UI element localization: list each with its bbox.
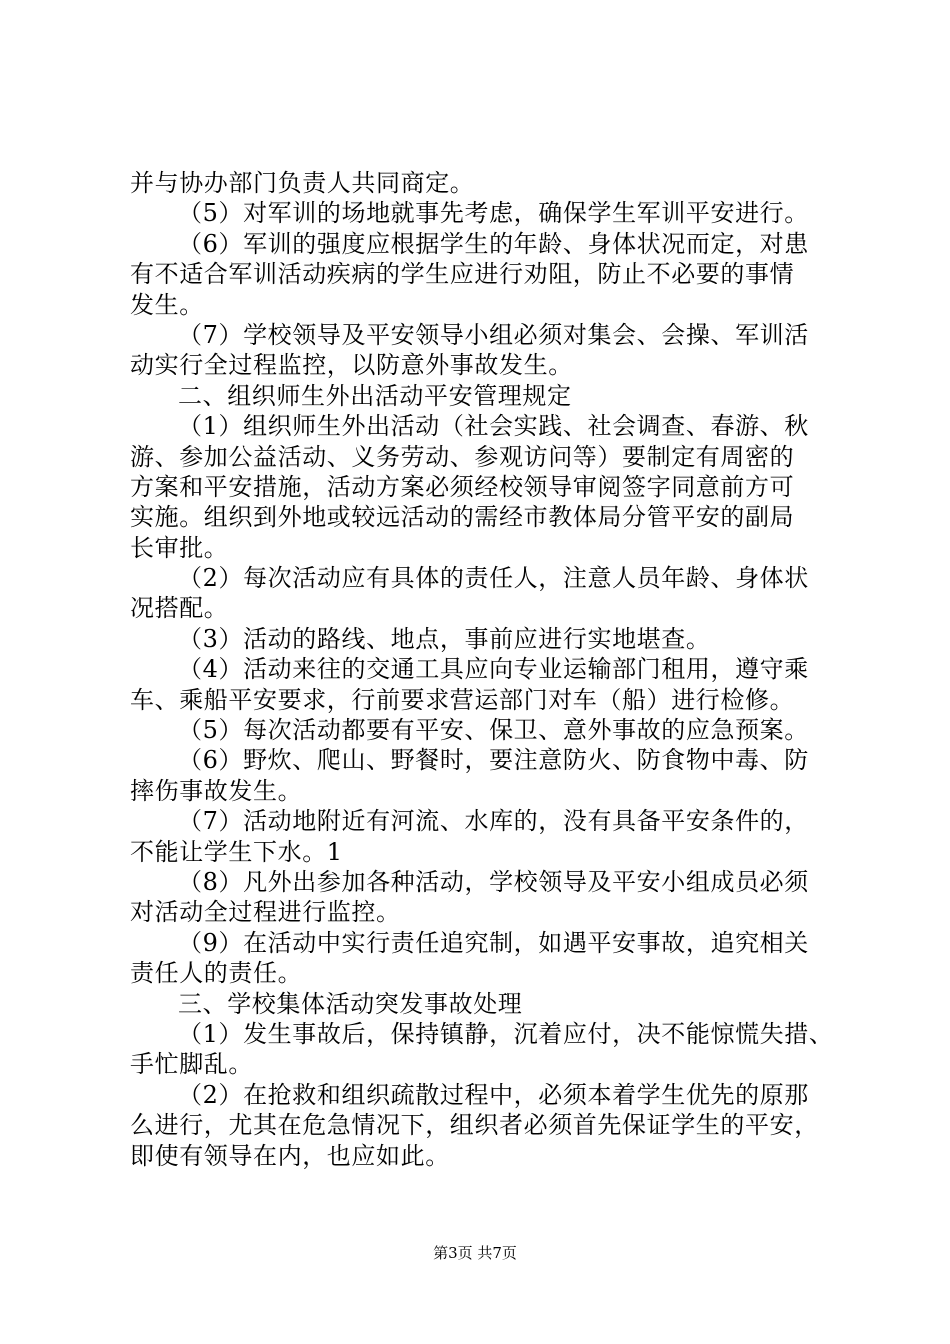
text-line: 三、学校集体活动突发事故处理 [178, 989, 523, 1018]
text-line: 游、参加公益活动、义务劳动、参观访问等）要制定有周密的 [130, 442, 795, 471]
text-line: （1）组织师生外出活动（社会实践、社会调查、春游、秋 [178, 412, 809, 441]
text-line: 二、组织师生外出活动平安管理规定 [178, 381, 572, 410]
text-line: 并与协办部门负责人共同商定。 [130, 169, 475, 197]
text-line: 对活动全过程进行监控。 [130, 898, 401, 927]
text-line: （5）每次活动都要有平安、保卫、意外事故的应急预案。 [178, 716, 809, 745]
text-line: 责任人的责任。 [130, 959, 303, 988]
text-line: （2）在抢救和组织疏散过程中，必须本着学生优先的原那 [178, 1080, 809, 1109]
text-line: 摔伤事故发生。 [130, 776, 303, 805]
text-line: 么进行，尤其在危急情况下，组织者必须首先保证学生的平安， [130, 1111, 819, 1140]
text-line: （9）在活动中实行责任追究制，如遇平安事故，追究相关 [178, 928, 809, 957]
text-line: 况搭配。 [130, 594, 229, 623]
document-body [130, 168, 834, 1171]
text-line: （3）活动的路线、地点，事前应进行实地堪查。 [178, 624, 711, 653]
text-line: （7）学校领导及平安领导小组必须对集会、会操、军训活 [178, 320, 809, 349]
text-line: （6）军训的强度应根据学生的年龄、身体状况而定，对患 [178, 229, 809, 258]
text-line: （5）对军训的场地就事先考虑，确保学生军训平安进行。 [178, 199, 809, 228]
text-line: （7）活动地附近有河流、水库的，没有具备平安条件的， [178, 807, 809, 836]
text-line: （1）发生事故后，保持镇静，沉着应付，决不能惊慌失措、 [178, 1019, 834, 1048]
text-line: （8）凡外出参加各种活动，学校领导及平安小组成员必须 [178, 867, 809, 896]
text-line: 方案和平安措施，活动方案必须经校领导审阅签字同意前方可 [130, 472, 795, 501]
text-line: 动实行全过程监控，以防意外事故发生。 [130, 351, 573, 380]
text-line: 不能让学生下水。1 [130, 837, 343, 866]
text-line: （2）每次活动应有具体的责任人，注意人员年龄、身体状 [178, 564, 809, 593]
text-line: （4）活动来往的交通工具应向专业运输部门租用，遵守乘 [178, 655, 809, 684]
text-line: 长审批。 [130, 533, 229, 562]
page-footer: 第3页 共7页 [433, 1244, 517, 1262]
text-line: 车、乘船平安要求，行前要求营运部门对车（船）进行检修。 [130, 685, 795, 714]
text-line: 实施。组织到外地或较远活动的需经市教体局分管平安的副局 [130, 503, 795, 532]
text-line: 手忙脚乱。 [130, 1050, 253, 1079]
text-line: 发生。 [130, 290, 204, 319]
text-line: 即使有领导在内，也应如此。 [130, 1141, 450, 1170]
text-line: 有不适合军训活动疾病的学生应进行劝阻，防止不必要的事情 [130, 260, 795, 289]
text-line: （6）野炊、爬山、野餐时，要注意防火、防食物中毒、防 [178, 746, 809, 775]
